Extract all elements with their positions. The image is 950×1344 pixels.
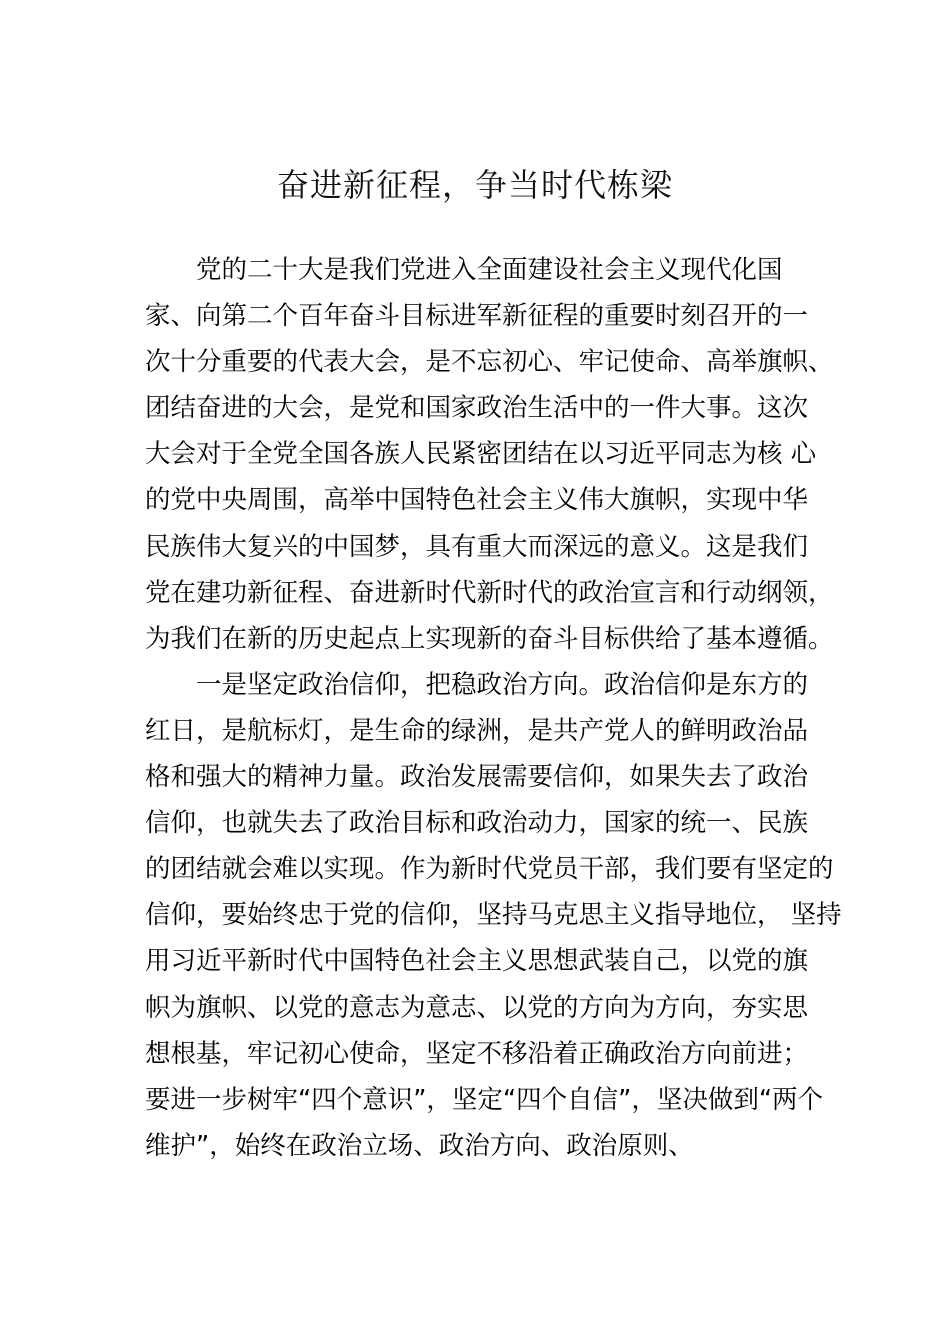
text-line: 想根基，牢记初心使命，坚定不移沿着正确政治方向前进； bbox=[145, 1038, 809, 1069]
text-line: 党在建功新征程、奋进新时代新时代的政治宣言和行动纲领， bbox=[145, 577, 834, 608]
text-line: 信仰，也就失去了政治目标和政治动力，国家的统一、民族 bbox=[145, 808, 809, 839]
text-line: 一是坚定政治信仰，把稳政治方向。政治信仰是东方的 bbox=[145, 669, 809, 700]
text-line: 党的二十大是我们党进入全面建设社会主义现代化国 bbox=[145, 255, 783, 285]
text-line: 的党中央周围，高举中国特色社会主义伟大旗帜，实现中华 bbox=[145, 485, 809, 516]
text-line: 红日，是航标灯，是生命的绿洲，是共产党人的鲜明政治品 bbox=[145, 715, 809, 746]
text-line: 团结奋进的大会，是党和国家政治生活中的一件大事。这次 bbox=[145, 393, 809, 424]
text-line: 维护”，始终在政治立场、政治方向、政治原则、 bbox=[145, 1130, 694, 1161]
text-line: 民族伟大复兴的中国梦，具有重大而深远的意义。这是我们 bbox=[145, 531, 809, 562]
document-title: 奋进新征程，争当时代栋梁 bbox=[276, 166, 673, 204]
text-line: 用习近平新时代中国特色社会主义思想武装自己，以党的旗 bbox=[145, 946, 809, 977]
text-line: 为我们在新的历史起点上实现新的奋斗目标供给了基本遵循。 bbox=[145, 623, 834, 654]
text-line: 帜为旗帜、以党的意志为意志、以党的方向为方向，夯实思 bbox=[145, 992, 809, 1023]
text-line: 格和强大的精神力量。政治发展需要信仰，如果失去了政治 bbox=[145, 762, 809, 793]
text-line: 要进一步树牢“四个意识”，坚定“四个自信”，坚决做到“两个 bbox=[145, 1084, 824, 1115]
text-line: 的团结就会难以实现。作为新时代党员干部，我们要有坚定的 bbox=[145, 854, 834, 885]
text-line: 信仰，要始终忠于党的信仰，坚持马克思主义指导地位， 坚持 bbox=[145, 900, 842, 931]
document-body bbox=[145, 247, 845, 1169]
text-line: 次十分重要的代表大会，是不忘初心、牢记使命、高举旗帜、 bbox=[145, 347, 834, 378]
text-line: 大会对于全党全国各族人民紧密团结在以习近平同志为核 心 bbox=[145, 439, 817, 470]
text-line: 家、向第二个百年奋斗目标进军新征程的重要时刻召开的一 bbox=[145, 301, 809, 332]
